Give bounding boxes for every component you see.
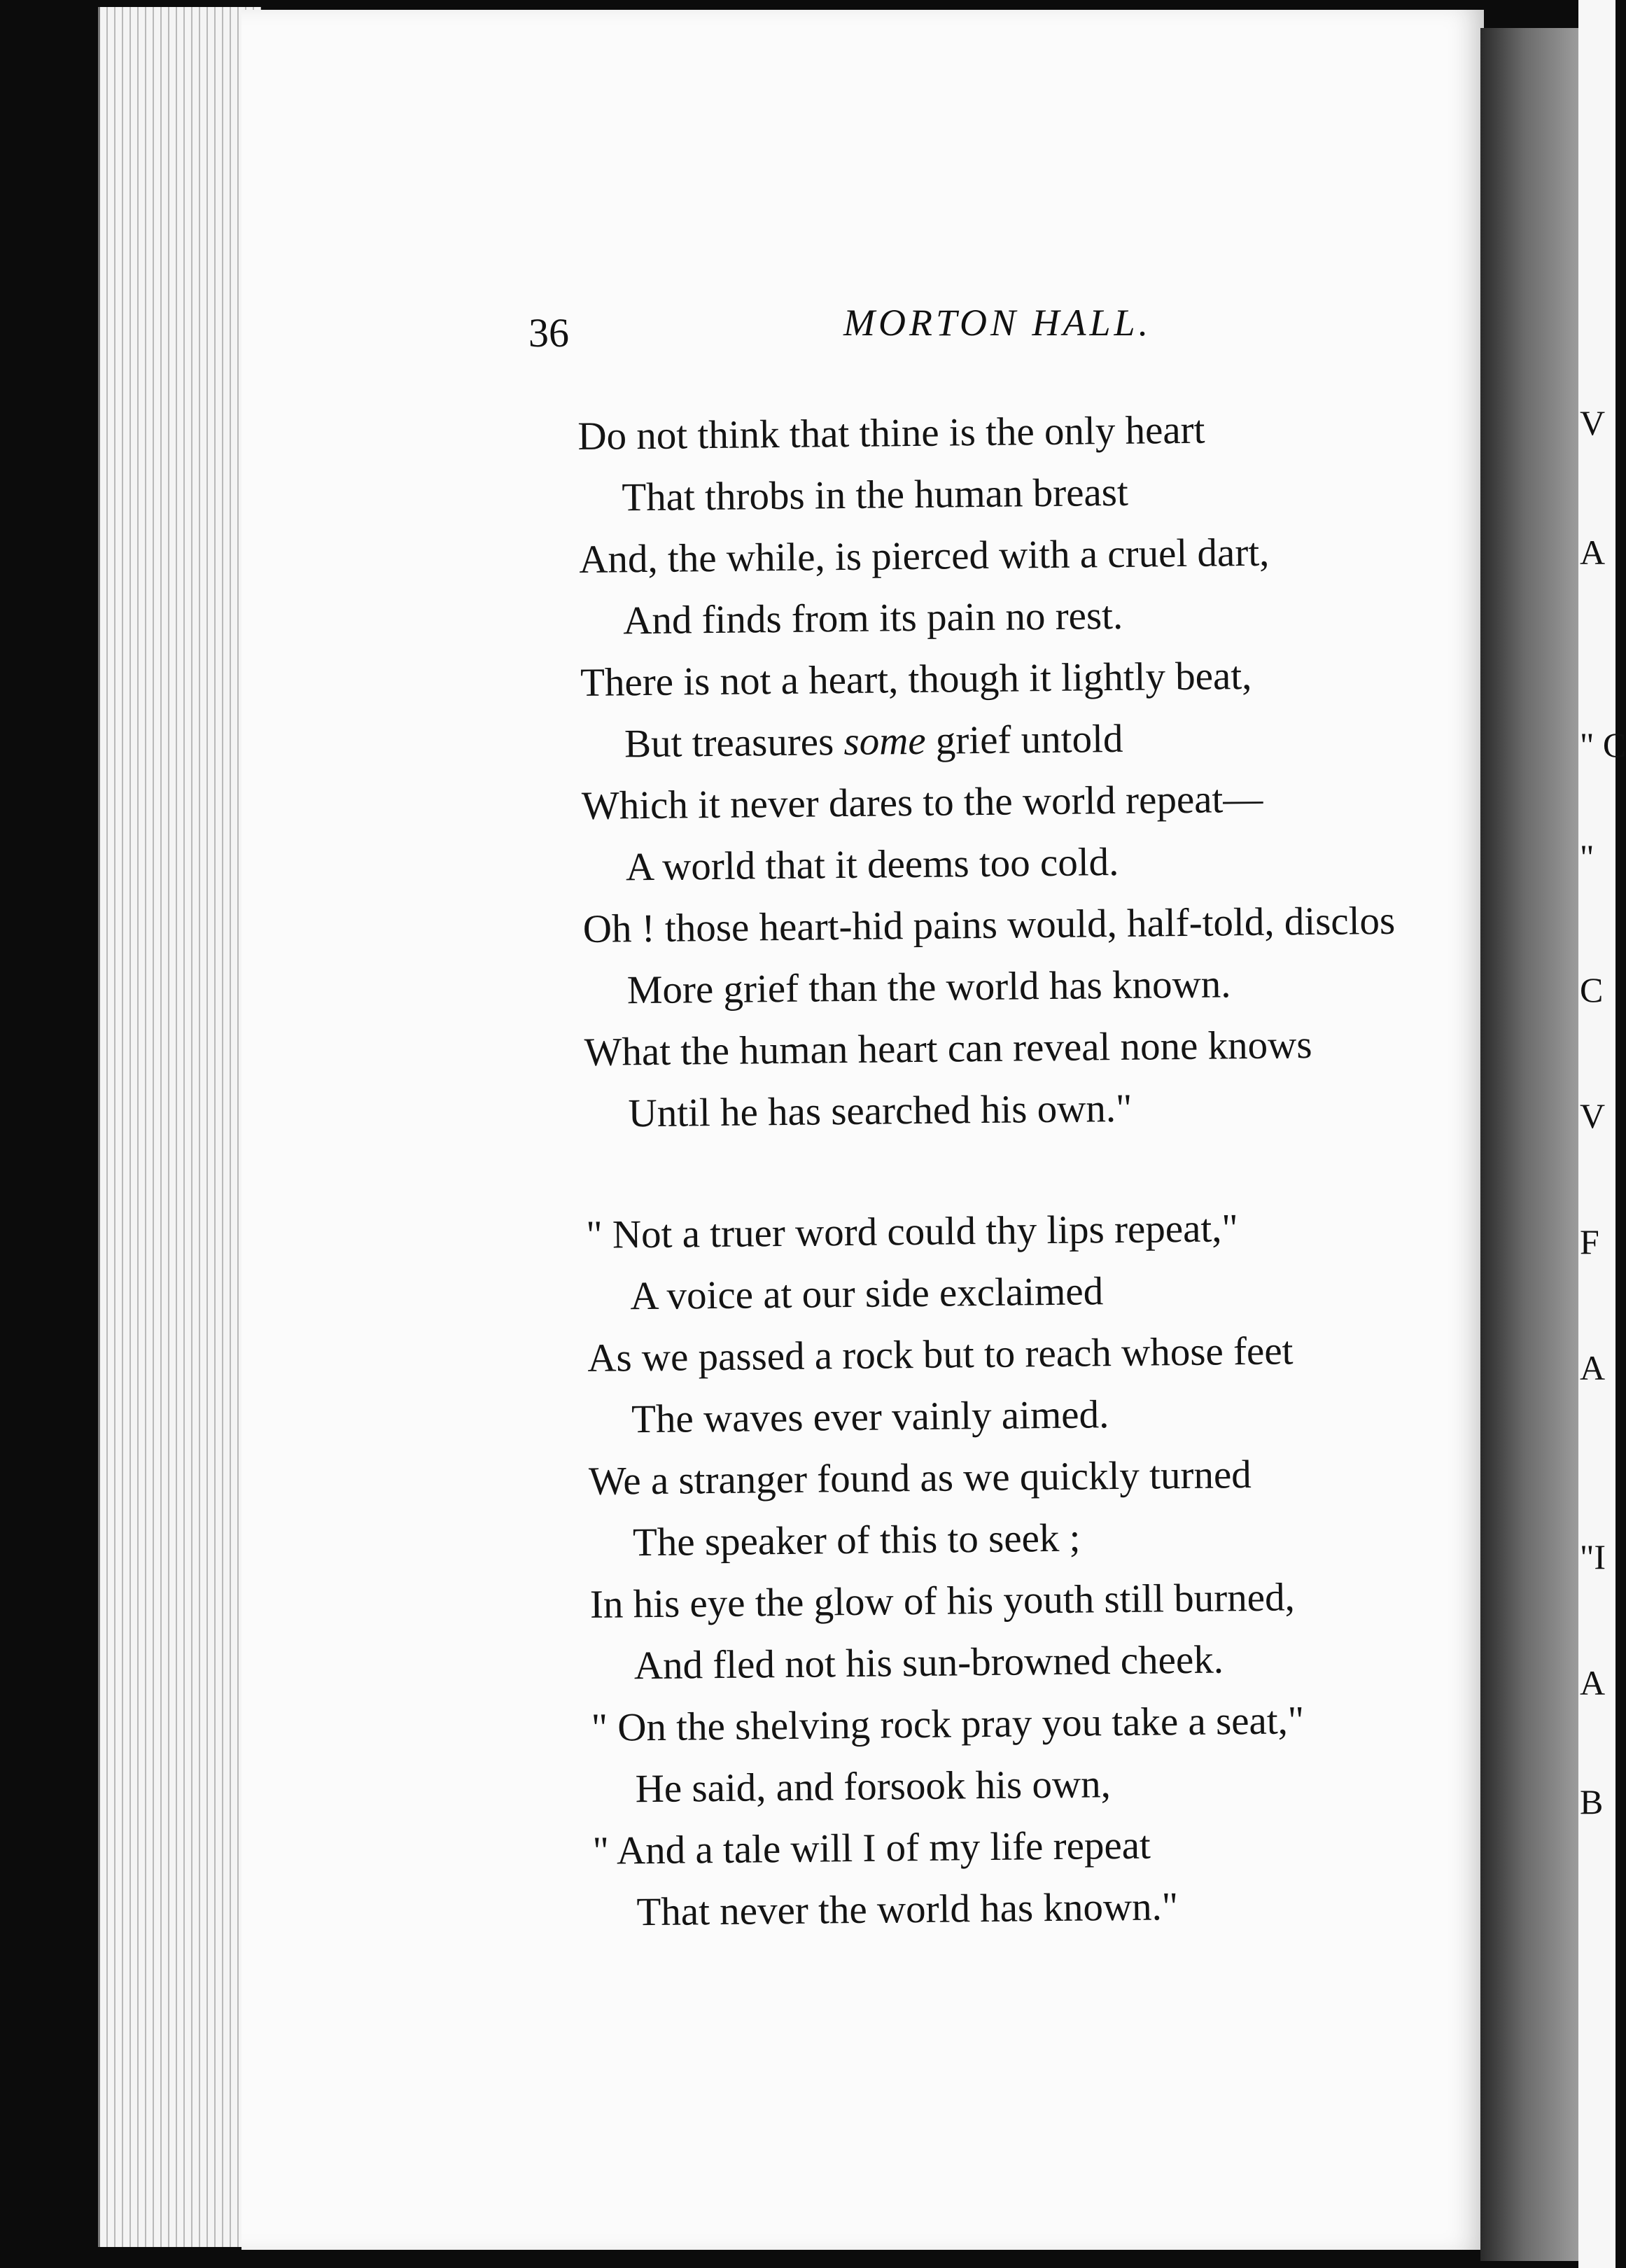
- poem-line: There is not a heart, though it lightly beat,: [580, 653, 1252, 705]
- stanza: [577, 396, 1495, 1145]
- facing-page-fragment: B: [1580, 1782, 1604, 1821]
- facing-page-fragment: A: [1580, 533, 1606, 572]
- poem-line: " On the shelving rock pray you take a seat,": [591, 1698, 1305, 1750]
- poem-line: What the human heart can reveal none knows: [584, 1023, 1312, 1074]
- facing-page-fragment: F: [1580, 1222, 1599, 1261]
- poem-line: Do not think that thine is the only heart: [577, 407, 1205, 458]
- poem-line: We a stranger found as we quickly turned: [588, 1452, 1252, 1504]
- poem-text: [577, 396, 1504, 1943]
- facing-page-fragment: ": [1580, 837, 1595, 876]
- poem-line: That throbs in the human breast: [622, 470, 1129, 520]
- poem-line: " Not a truer word could thy lips repeat,": [586, 1206, 1239, 1257]
- facing-page-fragment: V: [1580, 1096, 1606, 1135]
- poem-line: That never the world has known.": [636, 1884, 1179, 1935]
- poem-line: A world that it deems too cold.: [625, 839, 1119, 890]
- emphasized-word: some: [843, 718, 926, 764]
- poem-line: A voice at our side exclaimed: [629, 1269, 1104, 1319]
- facing-page-fragment: V: [1580, 403, 1606, 442]
- poem-line: More grief than the world has known.: [626, 962, 1231, 1013]
- facing-page-fragment: C: [1580, 970, 1604, 1009]
- poem-line: In his eye the glow of his youth still burned,: [589, 1575, 1296, 1627]
- facing-page-fragment: A: [1580, 1663, 1606, 1702]
- poem-line: [581, 704, 1492, 776]
- poem-line: And finds from its pain no rest.: [622, 593, 1123, 643]
- poem-line: The waves ever vainly aimed.: [631, 1392, 1109, 1442]
- poem-line-start: But treasures: [624, 720, 844, 766]
- poem-line: Until he has searched his own.": [628, 1086, 1133, 1136]
- stanza: [586, 1195, 1504, 1944]
- poem-line: And, the while, is pierced with a cruel dart,: [578, 530, 1270, 582]
- facing-page-fragment: " C: [1580, 725, 1626, 764]
- page-header: [528, 301, 1228, 357]
- poem-line: He said, and forsook his own,: [635, 1762, 1112, 1812]
- poem-line: The speaker of this to seek ;: [632, 1516, 1081, 1565]
- facing-page-fragment: "I: [1580, 1537, 1606, 1576]
- poem-line: " And a tale will I of my life repeat: [592, 1823, 1151, 1873]
- page-number: 36: [528, 310, 569, 356]
- running-title: MORTON HALL.: [843, 302, 1152, 344]
- page-edges: [98, 7, 261, 2247]
- poem-line: Which it never dares to the world repeat—: [581, 776, 1263, 828]
- poem-line: Oh ! those heart-hid pains would, half-told, disclos: [582, 898, 1396, 951]
- poem-line: And fled not his sun-browned cheek.: [633, 1637, 1224, 1688]
- facing-page-fragment: A: [1580, 1348, 1606, 1387]
- facing-page-edge: [1578, 0, 1626, 2268]
- poem-line: As we passed a rock but to reach whose feet: [587, 1329, 1294, 1380]
- poem-line-end: grief untold: [925, 716, 1123, 763]
